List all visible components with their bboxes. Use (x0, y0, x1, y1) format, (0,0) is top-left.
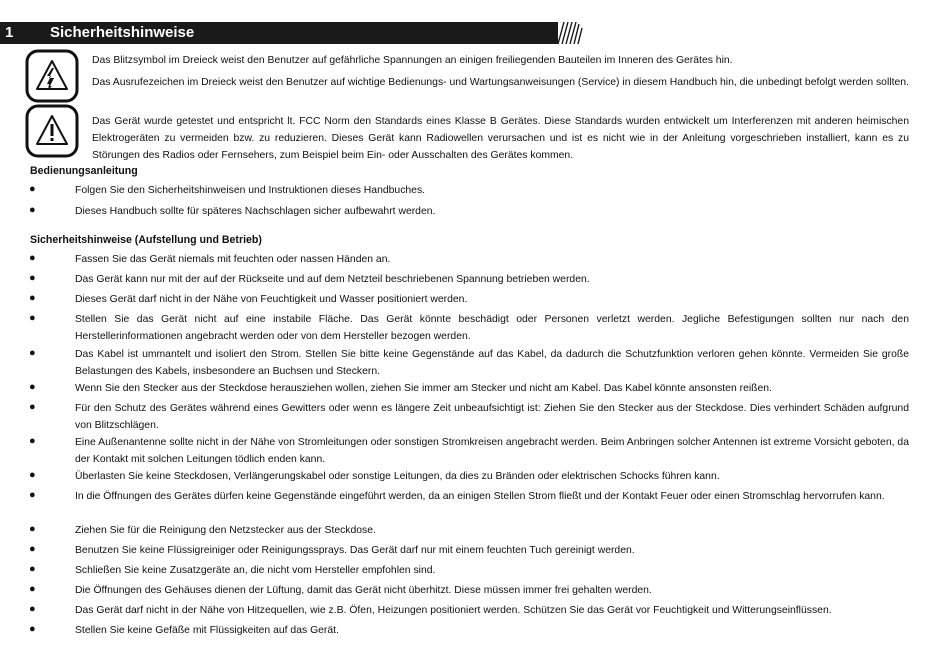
list-item: Ziehen Sie für die Reinigung den Netzstecker aus der Steckdose. (75, 525, 376, 536)
list-item: Das Gerät kann nur mit der auf der Rückseite und auf dem Netzteil beschriebenen Spannung betrieben werden. (75, 274, 590, 285)
bullet-icon: ● (29, 312, 36, 324)
list-item: Eine Außenantenne sollte nicht in der Nähe von Stromleitungen oder sonstigen Stromkreisen angebracht werden. Beim Anbringen solcher Antennen ist extreme Vorsicht geboten, da der Kontakt mit solchen Leitungen tödlich enden kann. (75, 437, 909, 465)
section-heading: Sicherheitshinweise (Aufstellung und Betrieb) (30, 234, 262, 246)
intro-paragraph: Das Blitzsymbol im Dreieck weist den Benutzer auf gefährliche Spannungen an einigen freiliegenden Bauteilen im Inneren des Gerätes hin. (92, 55, 733, 66)
lightning-warning-icon (25, 49, 79, 103)
list-item: Dieses Handbuch sollte für späteres Nachschlagen sicher aufbewahrt werden. (75, 206, 436, 217)
bullet-icon: ● (29, 623, 36, 635)
list-item: Fassen Sie das Gerät niemals mit feuchten oder nassen Händen an. (75, 254, 391, 265)
bullet-icon: ● (29, 183, 36, 195)
list-item: Stellen Sie das Gerät nicht auf eine instabile Fläche. Das Gerät könnte beschädigt oder Personen verletzt werden. Jegliche Befestigungen sollten nur nach den Herstellerinformationen angebracht werden oder von dem Hersteller bezogen werden. (75, 314, 909, 342)
list-item: Das Kabel ist ummantelt und isoliert den Strom. Stellen Sie bitte keine Gegenstände auf das Kabel, da dadurch die Schutzfunktion verloren gehen könnte. Vermeiden Sie große Belastungen des Kabels, insbesondere an Buchsen und Steckern. (75, 349, 909, 377)
intro-paragraph: Das Ausrufezeichen im Dreieck weist den Benutzer auf wichtige Bedienungs- und Wartungsanweisungen (Service) in diesem Handbuch hin, die unbedingt befolgt werden sollten. (92, 77, 909, 88)
intro-paragraph: Das Gerät wurde getestet und entspricht lt. FCC Norm den Standards eines Klasse B Gerätes. Diese Standards wurden entwickelt um Interferenzen mit anderen heimischen Elektrogeräten zu vermeiden bzw. zu reduzieren. Dieses Gerät kann Radiowellen verursachen und ist es nicht wie in der Anleitung vorgeschrieben installiert, kann es zu Störungen des Radios oder Fernsehers, zum Beispiel beim Ein- oder Ausschalten des Gerätes kommen. (92, 116, 909, 161)
bullet-icon: ● (29, 583, 36, 595)
bullet-icon: ● (29, 469, 36, 481)
section-title: Sicherheitshinweise (50, 24, 195, 41)
bullet-icon: ● (29, 603, 36, 615)
header-fade-stripes (556, 22, 583, 44)
bullet-icon: ● (29, 563, 36, 575)
list-item: Wenn Sie den Stecker aus der Steckdose herausziehen wollen, ziehen Sie immer am Stecker und nicht am Kabel. Das Kabel könnte ansonsten reißen. (75, 383, 772, 394)
section-heading: Bedienungsanleitung (30, 165, 138, 177)
list-item: Das Gerät darf nicht in der Nähe von Hitzequellen, wie z.B. Öfen, Heizungen positioniert werden. Schützen Sie das Gerät vor Feuchtigkeit und Witterungseinflüssen. (75, 605, 832, 616)
bullet-icon: ● (29, 381, 36, 393)
bullet-icon: ● (29, 401, 36, 413)
bullet-icon: ● (29, 435, 36, 447)
list-item: Für den Schutz des Gerätes während eines Gewitters oder wenn es längere Zeit unbeaufsichtigt ist: Ziehen Sie den Stecker aus der Steckdose. Dies verhindert Schäden aufgrund von Blitzschlägen. (75, 403, 909, 431)
list-item: Folgen Sie den Sicherheitshinweisen und Instruktionen dieses Handbuches. (75, 185, 426, 196)
exclamation-warning-icon (25, 104, 79, 158)
bullet-icon: ● (29, 347, 36, 359)
list-item: Dieses Gerät darf nicht in der Nähe von Feuchtigkeit und Wasser positioniert werden. (75, 294, 468, 305)
list-item: Benutzen Sie keine Flüssigreiniger oder Reinigungssprays. Das Gerät darf nur mit einem feuchten Tuch gereinigt werden. (75, 545, 635, 556)
bullet-icon: ● (29, 272, 36, 284)
bullet-icon: ● (29, 523, 36, 535)
bullet-icon: ● (29, 489, 36, 501)
bullet-icon: ● (29, 204, 36, 216)
list-item: Überlasten Sie keine Steckdosen, Verlängerungskabel oder sonstige Leitungen, da dies zu Bränden oder elektrischen Schocks führen kann. (75, 471, 720, 482)
bullet-icon: ● (29, 292, 36, 304)
bullet-icon: ● (29, 543, 36, 555)
list-item: Die Öffnungen des Gehäuses dienen der Lüftung, damit das Gerät nicht überhitzt. Diese müssen immer frei gehalten werden. (75, 585, 652, 596)
list-item: In die Öffnungen des Gerätes dürfen keine Gegenstände eingeführt werden, da an einigen Stellen Strom fließt und der Kontakt Feuer oder einen Stromschlag hervorrufen kann. (75, 491, 885, 502)
list-item: Schließen Sie keine Zusatzgeräte an, die nicht vom Hersteller empfohlen sind. (75, 565, 436, 576)
section-number: 1 (5, 24, 14, 41)
list-item: Stellen Sie keine Gefäße mit Flüssigkeiten auf das Gerät. (75, 625, 339, 636)
section-header (0, 22, 583, 44)
bullet-icon: ● (29, 252, 36, 264)
